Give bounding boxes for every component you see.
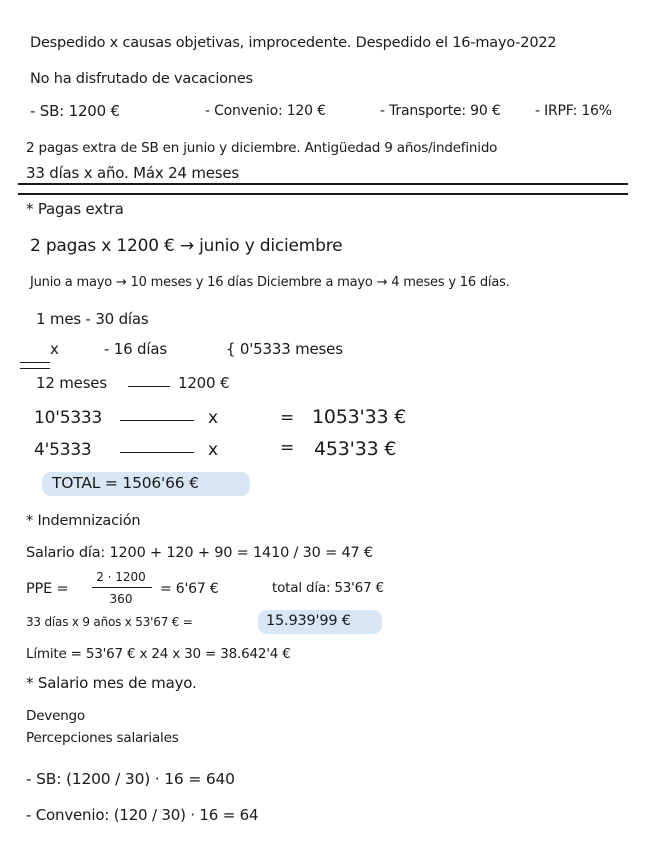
indem-limite: Límite = 53'67 € x 24 x 30 = 38.642'4 € (26, 646, 291, 662)
header-sb: - SB: 1200 € (30, 102, 120, 120)
pagas-line-7-dash (120, 452, 194, 453)
pagas-line-6-eq: = (280, 408, 295, 428)
mayo-sb: - SB: (1200 / 30) · 16 = 640 (26, 770, 235, 788)
indem-salario-dia: Salario día: 1200 + 120 + 90 = 1410 / 30 = 47 € (26, 545, 373, 561)
mayo-devengo: Devengo (26, 708, 85, 724)
ppe-denominator: 360 (109, 592, 133, 606)
header-line-4: 2 pagas extra de SB en junio y diciembre. Antigüedad 9 años/indefinido (26, 140, 498, 156)
pagas-line-5-dash (128, 386, 170, 387)
pagas-line-5-amount: 1200 € (178, 374, 230, 392)
header-convenio: - Convenio: 120 € (205, 103, 326, 119)
pagas-line-6-dash (120, 420, 194, 421)
pagas-line-7-months: 4'5333 (34, 440, 92, 460)
pagas-line-2: Junio a mayo → 10 meses y 16 días Diciembre a mayo → 4 meses y 16 días. (30, 275, 510, 290)
pagas-line-7-x: x (208, 440, 218, 460)
section-title-pagas: * Pagas extra (26, 200, 124, 218)
divider-top (18, 183, 628, 185)
ppe-label: PPE = (26, 581, 69, 597)
pagas-line-7-result: 453'33 € (314, 438, 397, 460)
mayo-convenio: - Convenio: (120 / 30) · 16 = 64 (26, 806, 259, 824)
divider-bottom (18, 193, 628, 195)
header-line-1: Despedido x causas objetivas, improcedente. Despedido el 16-mayo-2022 (30, 35, 557, 51)
ppe-numerator: 2 · 1200 (96, 570, 146, 584)
indem-result: 15.939'99 € (266, 613, 351, 629)
pagas-line-6-x: x (208, 408, 218, 428)
double-underline-2 (20, 368, 50, 369)
pagas-line-4-result: { 0'5333 meses (226, 340, 343, 358)
section-title-indem: * Indemnización (26, 513, 141, 529)
pagas-line-6-months: 10'5333 (34, 408, 103, 428)
indem-calc: 33 días x 9 años x 53'67 € = (26, 615, 193, 629)
pagas-line-3: 1 mes - 30 días (36, 310, 149, 328)
double-underline-1 (20, 362, 50, 363)
header-line-5: 33 días x año. Máx 24 meses (26, 164, 240, 182)
pagas-total: TOTAL = 1506'66 € (52, 474, 199, 492)
pagas-line-6-result: 1053'33 € (312, 406, 407, 428)
mayo-percepciones: Percepciones salariales (26, 730, 179, 746)
pagas-line-7-eq: = (280, 438, 295, 458)
ppe-fraction-bar (92, 587, 152, 588)
header-line-2: No ha disfrutado de vacaciones (30, 71, 253, 87)
header-transporte: - Transporte: 90 € (380, 103, 501, 119)
header-irpf: - IRPF: 16% (535, 103, 612, 119)
ppe-result: = 6'67 € (160, 581, 219, 597)
total-dia: total día: 53'67 € (272, 580, 384, 596)
section-title-mayo: * Salario mes de mayo. (26, 674, 197, 692)
pagas-line-1: 2 pagas x 1200 € → junio y diciembre (30, 236, 343, 256)
pagas-line-4-x: x (50, 340, 59, 358)
pagas-line-5-months: 12 meses (36, 374, 107, 392)
pagas-line-4-days: - 16 días (104, 340, 167, 358)
